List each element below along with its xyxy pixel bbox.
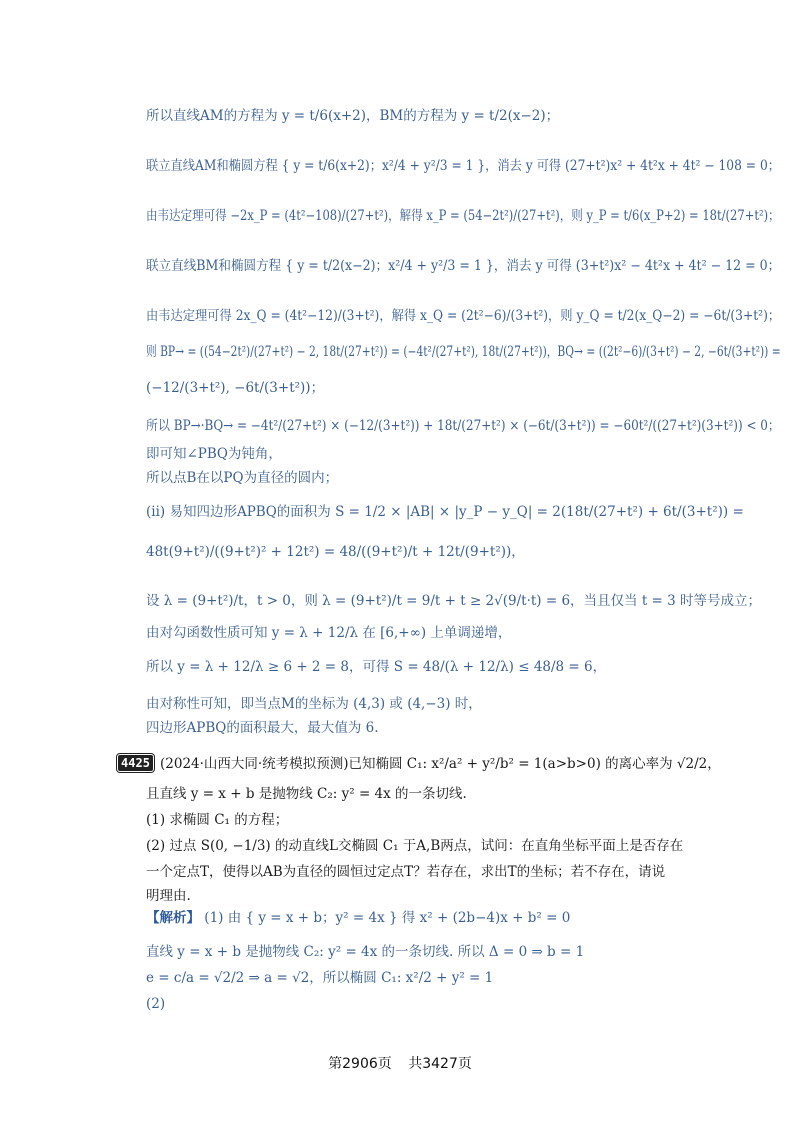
- problem-line: (2024·山西大同·统考模拟预测)已知椭圆 C₁: x²/a² + y²/b² = 1(a>b>0) 的离心率为 √2/2，: [160, 756, 721, 772]
- analysis-line: 直线 y = x + b 是抛物线 C₂: y² = 4x 的一条切线. 所以 Δ = 0 ⇒ b = 1: [146, 944, 585, 960]
- solution-line: 由韦达定理可得 −2x_P = (4t²−108)/(27+t²)，解得 x_P = (54−2t²)/(27+t²)，则 y_P = t/6(x_P+2) = 18t/(27+t²)；: [146, 208, 780, 224]
- problem-line: 一个定点T，使得以AB为直径的圆恒过定点T？若存在，求出T的坐标；若不存在，请说: [146, 864, 666, 880]
- solution-line: 联立直线AM和椭圆方程 { y = t/6(x+2)；x²/4 + y²/3 = 1 }，消去 y 可得 (27+t²)x² + 4t²x + 4t² − 108 = 0；: [146, 158, 781, 174]
- analysis-line: e = c/a = √2/2 ⇒ a = √2，所以椭圆 C₁: x²/2 + y² = 1: [146, 970, 494, 986]
- solution-line: 由韦达定理可得 2x_Q = (4t²−12)/(3+t²)，解得 x_Q = (2t²−6)/(3+t²)，则 y_Q = t/2(x_Q−2) = −6t/(3+t²)；: [146, 308, 781, 324]
- problem-line: (2) 过点 S(0, −1/3) 的动直线L交椭圆 C₁ 于A,B两点，试问：在直角坐标平面上是否存在: [146, 838, 684, 854]
- page-footer: [0, 1053, 800, 1073]
- problem-line: 明理由.: [146, 888, 191, 904]
- solution-line: 设 λ = (9+t²)/t，t > 0，则 λ = (9+t²)/t = 9/t + t ≥ 2√(9/t·t) = 6，当且仅当 t = 3 时等号成立；: [146, 593, 762, 609]
- analysis-text: (1) 由 { y = x + b；y² = 4x } 得 x² + (2b−4)x + b² = 0: [204, 910, 571, 926]
- solution-line: 即可知∠PBQ为钝角，: [146, 446, 282, 462]
- solution-line: (−12/(3+t²), −6t/(3+t²))；: [146, 380, 325, 396]
- solution-line: 所以点B在以PQ为直径的圆内；: [146, 470, 339, 486]
- solution-line: 由对勾函数性质可知 y = λ + 12/λ 在 [6,+∞) 上单调递增，: [146, 625, 512, 641]
- solution-line: 所以 BP→·BQ→ = −4t²/(27+t²) × (−12/(3+t²)) + 18t/(27+t²) × (−6t/(3+t²)) = −60t²/((27+t²)(3+t²)) < 0；: [146, 418, 780, 434]
- solution-line: 四边形APBQ的面积最大，最大值为 6.: [146, 720, 379, 736]
- solution-line: 48t(9+t²)/((9+t²)² + 12t²) = 48/((9+t²)/t + 12t/(9+t²))，: [146, 544, 525, 560]
- page-number: 第2906页: [328, 1056, 392, 1072]
- solution-line: (ii) 易知四边形APBQ的面积为 S = 1/2 × |AB| × |y_P − y_Q| = 2(18t/(27+t²) + 6t/(3+t²)) =: [146, 504, 744, 520]
- problem-line: 且直线 y = x + b 是抛物线 C₂: y² = 4x 的一条切线.: [146, 786, 467, 802]
- solution-line: 所以 y = λ + 12/λ ≥ 6 + 2 = 8，可得 S = 48/(λ + 12/λ) ≤ 48/8 = 6，: [146, 659, 607, 675]
- analysis-label: 【解析】: [146, 910, 200, 926]
- problem-line: (1) 求椭圆 C₁ 的方程；: [146, 812, 289, 828]
- solution-line: 则 BP→ = ((54−2t²)/(27+t²) − 2, 18t/(27+t²)) = (−4t²/(27+t²), 18t/(27+t²))，BQ→ = ((2t²−6)/(3+t²) − 2, −6t/(3+t²)) =: [146, 344, 781, 360]
- solution-line: 所以直线AM的方程为 y = t/6(x+2)，BM的方程为 y = t/2(x−2)；: [146, 108, 560, 124]
- analysis-line-1: [146, 910, 570, 926]
- problem-number-badge: 4425: [117, 754, 154, 772]
- page-total: 共3427页: [408, 1056, 472, 1072]
- analysis-line: (2): [146, 996, 166, 1012]
- solution-line: 联立直线BM和椭圆方程 { y = t/2(x−2)；x²/4 + y²/3 = 1 }，消去 y 可得 (3+t²)x² − 4t²x + 4t² − 12 = 0；: [146, 258, 781, 274]
- solution-line: 由对称性可知，即当点M的坐标为 (4,3) 或 (4,−3) 时，: [146, 696, 482, 712]
